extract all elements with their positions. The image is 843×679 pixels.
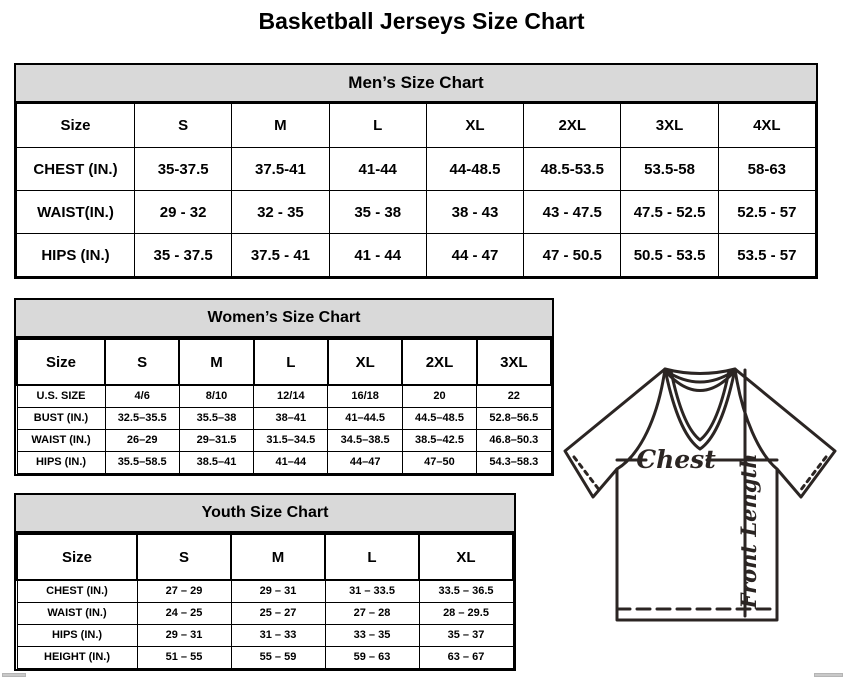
- table-row: [17, 407, 551, 429]
- size-value-cell: 41–44.5: [328, 407, 402, 429]
- column-header: L: [254, 339, 328, 385]
- womens-header-row: [17, 339, 551, 385]
- column-header: 2XL: [524, 104, 621, 148]
- column-header: 2XL: [402, 339, 476, 385]
- size-value-cell: 32 - 35: [232, 191, 329, 234]
- row-label: CHEST (IN.): [17, 580, 137, 602]
- size-value-cell: 51 – 55: [137, 646, 231, 668]
- size-value-cell: 31.5–34.5: [254, 429, 328, 451]
- column-header: L: [325, 534, 419, 580]
- size-value-cell: 31 – 33: [231, 624, 325, 646]
- table-row: [17, 191, 816, 234]
- size-value-cell: 37.5 - 41: [232, 234, 329, 277]
- womens-chart-title: Women’s Size Chart: [16, 300, 552, 338]
- jersey-measurement-diagram: [560, 363, 840, 625]
- size-value-cell: 43 - 47.5: [524, 191, 621, 234]
- size-value-cell: 41–44: [254, 451, 328, 473]
- size-value-cell: 53.5-58: [621, 148, 718, 191]
- mens-header-row: [17, 104, 816, 148]
- size-value-cell: 46.8–50.3: [477, 429, 551, 451]
- size-value-cell: 44–47: [328, 451, 402, 473]
- youth-size-table: [16, 533, 514, 669]
- column-header: S: [135, 104, 232, 148]
- column-header: 4XL: [718, 104, 815, 148]
- size-value-cell: 29 – 31: [231, 580, 325, 602]
- table-row: [17, 429, 551, 451]
- size-value-cell: 41 - 44: [329, 234, 426, 277]
- size-value-cell: 35 - 38: [329, 191, 426, 234]
- womens-size-table: [16, 338, 552, 474]
- horizontal-scrollbar-fragment-left[interactable]: [2, 673, 26, 677]
- size-value-cell: 22: [477, 385, 551, 407]
- size-value-cell: 47–50: [402, 451, 476, 473]
- column-header: L: [329, 104, 426, 148]
- column-header: S: [137, 534, 231, 580]
- table-row: [17, 451, 551, 473]
- mens-size-chart: [14, 63, 818, 279]
- mens-chart-title: Men’s Size Chart: [16, 65, 816, 103]
- youth-header-row: [17, 534, 513, 580]
- size-value-cell: 44.5–48.5: [402, 407, 476, 429]
- column-header: M: [231, 534, 325, 580]
- size-value-cell: 26–29: [105, 429, 179, 451]
- size-value-cell: 53.5 - 57: [718, 234, 815, 277]
- table-row: [17, 646, 513, 668]
- row-label: HIPS (IN.): [17, 451, 105, 473]
- table-row: [17, 385, 551, 407]
- horizontal-scrollbar-fragment-right[interactable]: [814, 673, 843, 677]
- table-row: [17, 148, 816, 191]
- row-label: WAIST (IN.): [17, 602, 137, 624]
- size-value-cell: 35.5–58.5: [105, 451, 179, 473]
- size-value-cell: 20: [402, 385, 476, 407]
- column-header: M: [179, 339, 253, 385]
- size-value-cell: 38.5–41: [179, 451, 253, 473]
- size-value-cell: 54.3–58.3: [477, 451, 551, 473]
- size-value-cell: 35-37.5: [135, 148, 232, 191]
- youth-chart-title: Youth Size Chart: [16, 495, 514, 533]
- size-value-cell: 29 – 31: [137, 624, 231, 646]
- size-value-cell: 55 – 59: [231, 646, 325, 668]
- size-value-cell: 34.5–38.5: [328, 429, 402, 451]
- row-label: HIPS (IN.): [17, 624, 137, 646]
- size-value-cell: 8/10: [179, 385, 253, 407]
- size-value-cell: 38–41: [254, 407, 328, 429]
- column-header: Size: [17, 104, 135, 148]
- column-header: XL: [426, 104, 523, 148]
- size-value-cell: 58-63: [718, 148, 815, 191]
- row-label: CHEST (IN.): [17, 148, 135, 191]
- column-header: 3XL: [621, 104, 718, 148]
- size-value-cell: 38 - 43: [426, 191, 523, 234]
- size-value-cell: 41-44: [329, 148, 426, 191]
- row-label: WAIST(IN.): [17, 191, 135, 234]
- front-length-label: Front Length: [736, 453, 761, 609]
- jersey-outline: [565, 369, 835, 620]
- size-value-cell: 44 - 47: [426, 234, 523, 277]
- page-title: Basketball Jerseys Size Chart: [258, 8, 585, 34]
- size-value-cell: 16/18: [328, 385, 402, 407]
- size-value-cell: 52.8–56.5: [477, 407, 551, 429]
- youth-size-chart: [14, 493, 516, 671]
- size-value-cell: 29 - 32: [135, 191, 232, 234]
- size-value-cell: 27 – 28: [325, 602, 419, 624]
- row-label: WAIST (IN.): [17, 429, 105, 451]
- table-row: [17, 234, 816, 277]
- column-header: 3XL: [477, 339, 551, 385]
- size-value-cell: 44-48.5: [426, 148, 523, 191]
- table-row: [17, 624, 513, 646]
- size-value-cell: 35.5–38: [179, 407, 253, 429]
- mens-size-table: [16, 103, 816, 277]
- size-value-cell: 27 – 29: [137, 580, 231, 602]
- column-header: XL: [419, 534, 513, 580]
- size-value-cell: 25 – 27: [231, 602, 325, 624]
- column-header: S: [105, 339, 179, 385]
- size-value-cell: 37.5-41: [232, 148, 329, 191]
- column-header: M: [232, 104, 329, 148]
- row-label: U.S. SIZE: [17, 385, 105, 407]
- size-value-cell: 48.5-53.5: [524, 148, 621, 191]
- size-value-cell: 33 – 35: [325, 624, 419, 646]
- table-row: [17, 580, 513, 602]
- size-value-cell: 12/14: [254, 385, 328, 407]
- size-value-cell: 47.5 - 52.5: [621, 191, 718, 234]
- size-value-cell: 35 - 37.5: [135, 234, 232, 277]
- column-header: Size: [17, 339, 105, 385]
- chest-label: Chest: [636, 445, 716, 474]
- size-value-cell: 28 – 29.5: [419, 602, 513, 624]
- column-header: Size: [17, 534, 137, 580]
- size-value-cell: 63 – 67: [419, 646, 513, 668]
- size-value-cell: 24 – 25: [137, 602, 231, 624]
- row-label: BUST (IN.): [17, 407, 105, 429]
- table-row: [17, 602, 513, 624]
- column-header: XL: [328, 339, 402, 385]
- size-value-cell: 47 - 50.5: [524, 234, 621, 277]
- size-value-cell: 50.5 - 53.5: [621, 234, 718, 277]
- size-value-cell: 52.5 - 57: [718, 191, 815, 234]
- size-value-cell: 33.5 – 36.5: [419, 580, 513, 602]
- size-value-cell: 32.5–35.5: [105, 407, 179, 429]
- womens-size-chart: [14, 298, 554, 476]
- size-value-cell: 31 – 33.5: [325, 580, 419, 602]
- row-label: HIPS (IN.): [17, 234, 135, 277]
- size-value-cell: 4/6: [105, 385, 179, 407]
- size-value-cell: 35 – 37: [419, 624, 513, 646]
- size-value-cell: 29–31.5: [179, 429, 253, 451]
- row-label: HEIGHT (IN.): [17, 646, 137, 668]
- size-value-cell: 59 – 63: [325, 646, 419, 668]
- size-value-cell: 38.5–42.5: [402, 429, 476, 451]
